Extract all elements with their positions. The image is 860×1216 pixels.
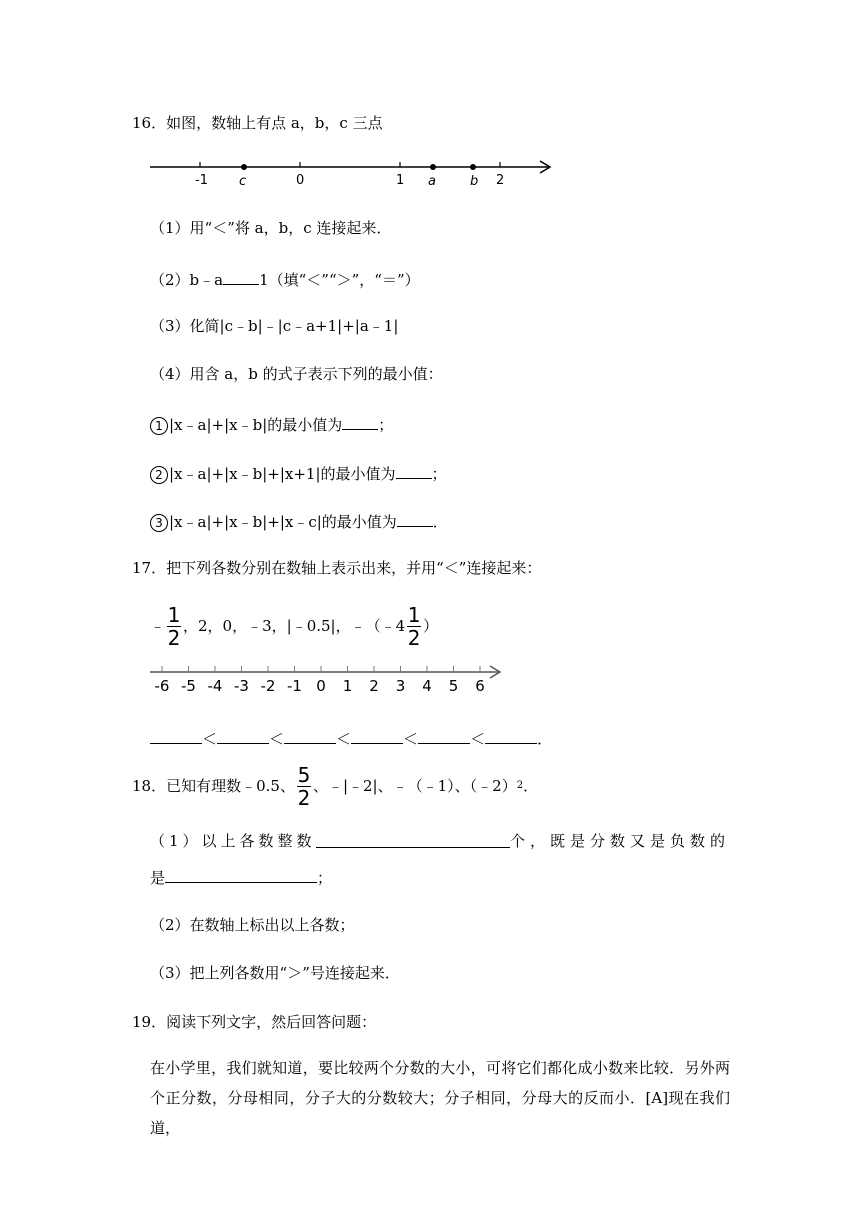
axis-tick-label: 1	[342, 677, 353, 695]
q17-numbers-text: ，2，0，﹣3，|﹣0.5|，﹣（﹣4	[183, 617, 406, 635]
answer-blank[interactable]	[397, 510, 433, 527]
q18-part1-line2-end: ；	[317, 869, 333, 887]
less-than-sign: ＜	[202, 730, 218, 748]
period: ．	[523, 777, 539, 795]
axis-tick-label: -2	[260, 677, 276, 695]
q16-part4: （4）用含 a，b 的式子表示下列的最小值：	[150, 365, 443, 383]
q16-item1-end: ；	[378, 416, 394, 434]
q17-number-line	[148, 660, 508, 696]
less-than-sign: ＜	[336, 730, 352, 748]
point-a	[430, 164, 436, 170]
tick-label: -1	[195, 173, 208, 188]
q16-item1-text: |x﹣a|+|x﹣b|的最小值为	[169, 416, 343, 434]
q16-title: 16．如图，数轴上有点 a，b，c 三点	[132, 114, 383, 132]
fraction-one-half	[167, 602, 181, 650]
period: ．	[537, 730, 553, 748]
answer-blank[interactable]	[342, 413, 378, 430]
q16-part3: （3）化简|c﹣b|﹣|c﹣a+1|+|a﹣1|	[150, 317, 399, 335]
answer-blank[interactable]	[396, 462, 432, 479]
q16-item2-end: ；	[431, 465, 447, 483]
q17-answer-chain	[150, 727, 552, 749]
axis-tick-label: 5	[448, 677, 459, 695]
answer-blank[interactable]	[217, 727, 269, 744]
less-than-sign: ＜	[403, 730, 419, 748]
minus-sign: ﹣	[150, 617, 166, 635]
q17-title: 17．把下列各数分别在数轴上表示出来，并用“＜”连接起来：	[132, 559, 542, 577]
q16-item1	[150, 413, 393, 435]
q17-numbers-end: ）	[423, 617, 439, 635]
q16-item2-text: |x﹣a|+|x﹣b|+|x+1|的最小值为	[169, 465, 396, 483]
axis-tick-label: 4	[422, 677, 432, 695]
point-c	[241, 164, 247, 170]
axis-tick-label: -4	[207, 677, 223, 695]
less-than-sign: ＜	[269, 730, 285, 748]
fraction-denominator: 2	[407, 625, 421, 650]
answer-blank[interactable]	[165, 866, 317, 883]
q19-title: 19．阅读下列文字，然后回答问题：	[132, 1013, 377, 1031]
q16-item3-text: |x﹣a|+|x﹣b|+|x﹣c|的最小值为	[169, 513, 397, 531]
exponent: 2	[516, 780, 524, 791]
fraction-numerator: 1	[167, 602, 181, 627]
tick-label: 0	[296, 173, 305, 188]
q16-part2-text-end: 1（填“＜”“＞”，“＝”）	[259, 271, 420, 289]
fraction-numerator: 1	[407, 602, 421, 627]
answer-blank[interactable]	[284, 727, 336, 744]
tick-label: 1	[396, 173, 405, 188]
answer-blank[interactable]	[223, 268, 259, 285]
fraction-numerator: 5	[297, 762, 311, 787]
q16-part2	[150, 268, 420, 290]
fraction-one-half-mixed	[407, 602, 421, 650]
q18-title	[132, 764, 538, 808]
q18-part1-line2-text: 是	[150, 869, 166, 887]
q18-part1	[150, 831, 730, 851]
circled-number: 2	[150, 466, 168, 484]
point-label: c	[239, 174, 247, 189]
answer-blank[interactable]	[418, 727, 470, 744]
q18-part2: （2）在数轴上标出以上各数；	[150, 916, 355, 934]
circled-number: 1	[150, 417, 168, 435]
q18-part1-text: （1）以上各数整数	[150, 832, 316, 850]
axis-tick-label: 2	[369, 677, 379, 695]
q17-numbers	[150, 604, 438, 648]
axis-tick-label: -3	[234, 677, 249, 695]
point-label: a	[428, 174, 436, 189]
axis-tick-label: 6	[475, 677, 485, 695]
q18-part3: （3）把上列各数用“＞”号连接起来．	[150, 964, 400, 982]
q16-number-line	[148, 154, 558, 190]
q18-part1-text-mid: 个，既是分数又是负数的	[509, 832, 730, 850]
circled-number: 3	[150, 514, 168, 532]
q18-title-text-cont: 、﹣|﹣2|、﹣（﹣1）、（﹣2）	[312, 777, 517, 795]
axis-tick-label: -5	[181, 677, 196, 695]
q16-part2-text: （2）b﹣a	[150, 271, 224, 289]
q16-item2	[150, 462, 447, 484]
fraction-five-halves	[297, 762, 311, 810]
axis-tick-label: -6	[154, 677, 170, 695]
less-than-sign: ＜	[470, 730, 486, 748]
point-label: b	[470, 174, 479, 189]
axis-tick-label: -1	[287, 677, 302, 695]
answer-blank[interactable]	[351, 727, 403, 744]
q16-item3-end: ．	[432, 513, 448, 531]
q19-paragraph: 在小学里，我们就知道，要比较两个分数的大小，可将它们都化成小数来比较．另外两个正分数，分母相同，分子大的分数较大；分子相同，分母大的反而小．[A]现在我们道，	[150, 1059, 730, 1137]
q16-item3	[150, 510, 448, 532]
q18-title-text: 18．已知有理数﹣0.5、	[132, 777, 295, 795]
q16-part1: （1）用“＜”将 a，b，c 连接起来．	[150, 219, 392, 237]
axis-tick-label: 3	[395, 677, 406, 695]
point-b	[470, 164, 476, 170]
answer-blank[interactable]	[150, 727, 202, 744]
answer-blank[interactable]	[316, 831, 510, 848]
answer-blank[interactable]	[485, 727, 537, 744]
fraction-denominator: 2	[167, 625, 181, 650]
q18-part1-line2	[150, 866, 332, 888]
tick-label: 2	[496, 173, 505, 188]
axis-tick-label: 0	[316, 677, 326, 695]
fraction-denominator: 2	[297, 785, 311, 810]
